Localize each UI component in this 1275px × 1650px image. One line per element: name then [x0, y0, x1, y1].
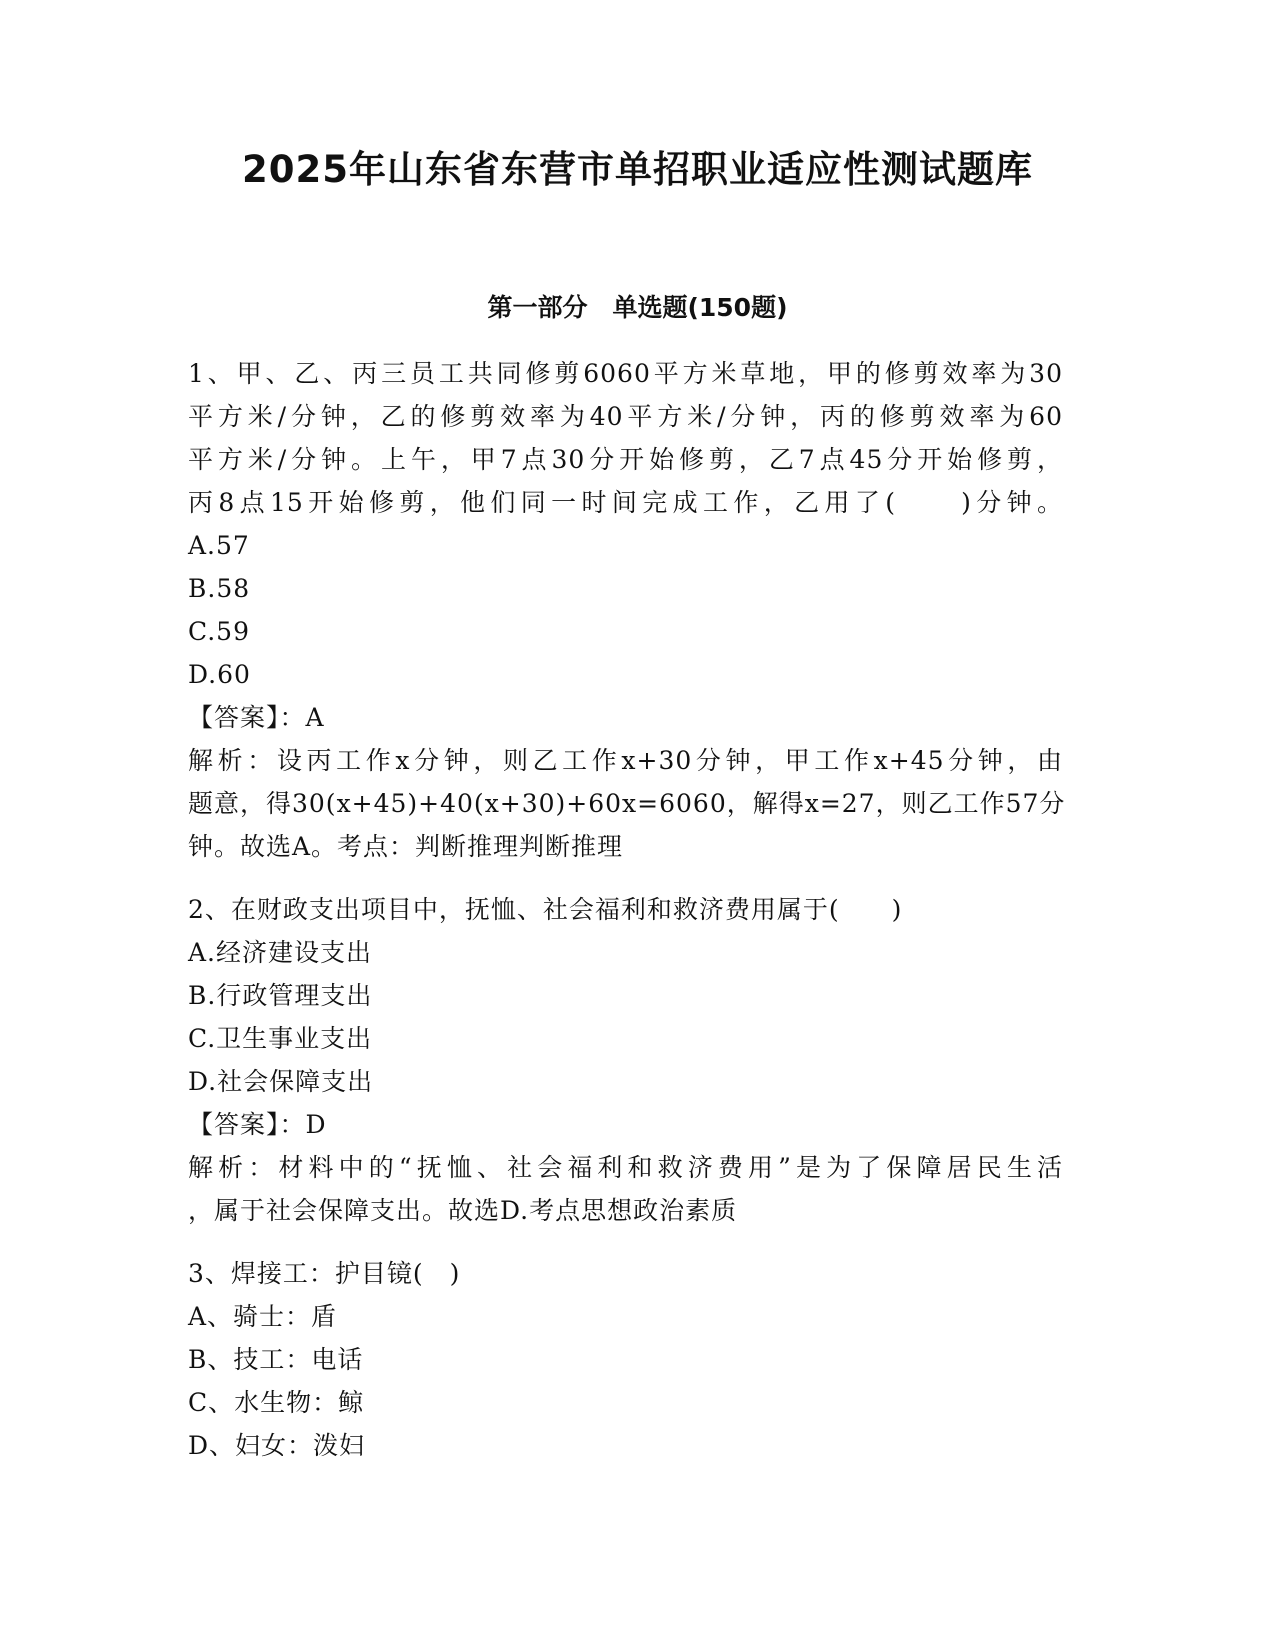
option-d: D.社会保障支出	[188, 1067, 374, 1096]
option-d: D.60	[188, 660, 251, 689]
question-2	[188, 888, 1068, 1232]
document-title: 2025年山东省东营市单招职业适应性测试题库	[242, 148, 1033, 191]
analysis-line: ，属于社会保障支出。故选D.考点思想政治素质	[188, 1196, 738, 1225]
analysis-line: 解析：材料中的“抚恤、社会福利和救济费用”是为了保障居民生活	[188, 1153, 1063, 1182]
option-c: C、水生物：鲸	[188, 1388, 365, 1417]
option-b: B.行政管理支出	[188, 981, 373, 1010]
analysis-line: 解析：设丙工作x分钟，则乙工作x+30分钟，甲工作x+45分钟，由	[188, 746, 1063, 775]
question-3	[188, 1252, 1068, 1467]
question-list	[188, 352, 1068, 1467]
answer: 【答案】：D	[188, 1110, 327, 1139]
question-stem-line: 3、焊接工：护目镜( )	[188, 1259, 461, 1288]
option-c: C.59	[188, 617, 250, 646]
option-d: D、妇女：泼妇	[188, 1431, 366, 1460]
question-1	[188, 352, 1068, 868]
option-a: A.经济建设支出	[188, 938, 373, 967]
question-stem-line: 平方米/分钟。上午，甲7点30分开始修剪，乙7点45分开始修剪，	[188, 445, 1063, 474]
question-stem-line: 平方米/分钟，乙的修剪效率为40平方米/分钟，丙的修剪效率为60	[188, 402, 1063, 431]
option-b: B.58	[188, 574, 251, 603]
analysis-line: 题意，得30(x+45)+40(x+30)+60x=6060，解得x=27，则乙工作57分	[188, 789, 1066, 818]
option-c: C.卫生事业支出	[188, 1024, 373, 1053]
option-b: B、技工：电话	[188, 1345, 364, 1374]
question-stem-line: 2、在财政支出项目中，抚恤、社会福利和救济费用属于( )	[188, 895, 903, 924]
question-stem-line: 丙8点15开始修剪，他们同一时间完成工作，乙用了( )分钟。	[188, 488, 1063, 517]
answer: 【答案】：A	[188, 703, 325, 732]
analysis-line: 钟。故选A。考点：判断推理判断推理	[188, 832, 624, 861]
option-a: A.57	[188, 531, 250, 560]
option-a: A、骑士：盾	[188, 1302, 338, 1331]
section-heading: 第一部分 单选题(150题)	[487, 293, 788, 322]
question-stem-line: 1、甲、乙、丙三员工共同修剪6060平方米草地，甲的修剪效率为30	[188, 359, 1063, 388]
